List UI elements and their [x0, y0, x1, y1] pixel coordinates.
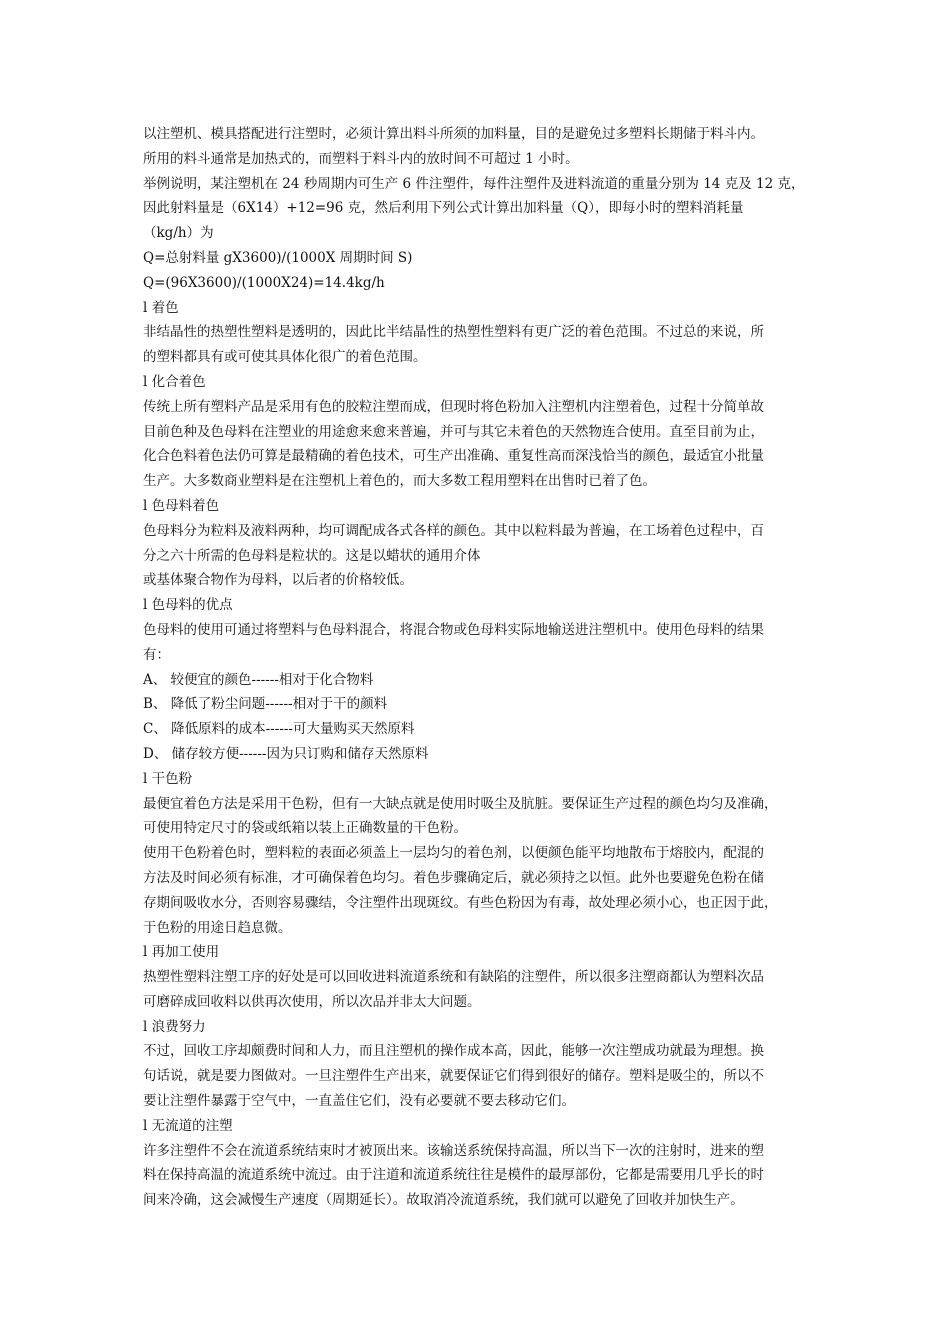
text-line: 句话说，就是要力图做对。一旦注塑件生产出来，就要保证它们得到很好的储存。塑料是吸尘的，所以不	[143, 1068, 764, 1085]
text-line: 间来冷确，这会减慢生产速度（周期延长）。故取消冷流道系统，我们就可以避免了回收并加快生产。	[143, 1192, 744, 1209]
text-line: 料在保持高温的流道系统中流过。由于注道和流道系统往往是模件的最厚部份，它都是需要用几乎长的时	[143, 1167, 764, 1184]
text-line: 传统上所有塑料产品是采用有色的胶粒注塑而成，但现时将色粉加入注塑机内注塑着色，过程十分简单故	[143, 398, 764, 415]
text-line: 举例说明，某注塑机在 24 秒周期内可生产 6 件注塑件，每件注塑件及进料流道的重量分别为 14 克及 12 克，	[143, 175, 805, 192]
text-line: Q=总射料量 gX3600)/(1000X 周期时间 S)	[143, 249, 413, 266]
text-line: 非结晶性的热塑性塑料是透明的，因此比半结晶性的热塑性塑料有更广泛的着色范围。不过总的来说，所	[143, 324, 764, 341]
text-line: 以注塑机、模具搭配进行注塑时，必须计算出料斗所须的加料量，目的是避免过多塑料长期储于料斗内。	[143, 126, 764, 142]
text-line: 热塑性塑料注塑工序的好处是可以回收进料流道系统和有缺陷的注塑件，所以很多注塑商都认为塑料次品	[143, 969, 764, 986]
text-line: 或基体聚合物作为母料，以后者的价格较低。	[143, 572, 413, 589]
text-line: 许多注塑件不会在流道系统结束时才被顶出来。该输送系统保持高温，所以当下一次的注射时，进来的塑	[143, 1142, 764, 1159]
text-line: 所用的料斗通常是加热式的，而塑料于料斗内的放时间不可超过 1 小时。	[143, 150, 579, 167]
text-line: 分之六十所需的色母料是粒状的。这是以蜡状的通用介体	[143, 547, 481, 564]
text-line: 最便宜着色方法是采用干色粉，但有一大缺点就是使用时吸尘及肮脏。要保证生产过程的颜色均匀及准确，	[143, 795, 778, 812]
document-page	[143, 122, 815, 1213]
text-line: Q=(96X3600)/(1000X24)=14.4kg/h	[143, 274, 385, 291]
text-line: 化合色料着色法仍可算是最精确的着色技术，可生产出准确、重复性高而深浅恰当的颜色，最适宜小批量	[143, 448, 764, 465]
text-line: 可使用特定尺寸的袋或纸箱以装上正确数量的干色粉。	[143, 820, 467, 837]
text-line: l 着色	[143, 299, 179, 316]
text-line: C、 降低原料的成本------可大量购买天然原料	[143, 721, 415, 738]
text-line: A、 较便宜的颜色------相对于化合物料	[143, 671, 374, 688]
text-line: 的塑料都具有或可使其具体化很广的着色范围。	[143, 349, 427, 366]
text-line: 于色粉的用途日趋息微。	[143, 919, 292, 936]
text-line: 存期间吸收水分，否则容易骤结，令注塑件出现斑纹。有些色粉因为有毒，故处理必须小心，也正因于此，	[143, 894, 778, 911]
text-line: 色母料分为粒料及液料两种，均可调配成各式各样的颜色。其中以粒料最为普遍，在工场着色过程中，百	[143, 522, 764, 539]
text-line: 目前色种及色母料在注塑业的用途愈来愈来普遍，并可与其它未着色的天然物连合使用。直至目前为止，	[143, 423, 764, 440]
text-line: 生产。大多数商业塑料是在注塑机上着色的，而大多数工程用塑料在出售时已着了色。	[143, 473, 656, 490]
text-line: 要让注塑件暴露于空气中，一直盖住它们，没有必要就不要去移动它们。	[143, 1093, 575, 1110]
text-line: l 浪费努力	[143, 1018, 206, 1035]
text-line: l 干色粉	[143, 770, 193, 787]
text-line: l 色母料着色	[143, 497, 220, 514]
text-line: 可磨碎成回收料以供再次使用，所以次品并非太大问题。	[143, 993, 481, 1010]
text-line: B、 降低了粉尘问题------相对于干的颜料	[143, 696, 388, 713]
text-line: 不过，回收工序却颇费时间和人力，而且注塑机的操作成本高，因此，能够一次注塑成功就最为理想。换	[143, 1043, 764, 1060]
text-line: 因此射料量是（6X14）+12=96 克，然后利用下列公式计算出加料量（Q），即每小时的塑料消耗量	[143, 200, 744, 217]
text-line: 色母料的使用可通过将塑料与色母料混合，将混合物或色母料实际地输送进注塑机中。使用色母料的结果	[143, 621, 764, 638]
text-line: l 再加工使用	[143, 944, 220, 961]
text-line: l 无流道的注塑	[143, 1117, 233, 1134]
text-line: 使用干色粉着色时，塑料粒的表面必须盖上一层均匀的着色剂，以便颜色能平均地散布于熔胶内，配混的	[143, 845, 764, 862]
text-line: l 色母料的优点	[143, 597, 233, 614]
text-line: l 化合着色	[143, 373, 206, 390]
text-line: 有：	[143, 646, 170, 663]
text-line: （kg/h）为	[143, 225, 214, 242]
text-line: D、 储存较方便------因为只订购和储存天然原料	[143, 745, 429, 762]
text-line: 方法及时间必须有标准，才可确保着色均匀。着色步骤确定后，就必须持之以恒。此外也要避免色粉在储	[143, 869, 764, 886]
